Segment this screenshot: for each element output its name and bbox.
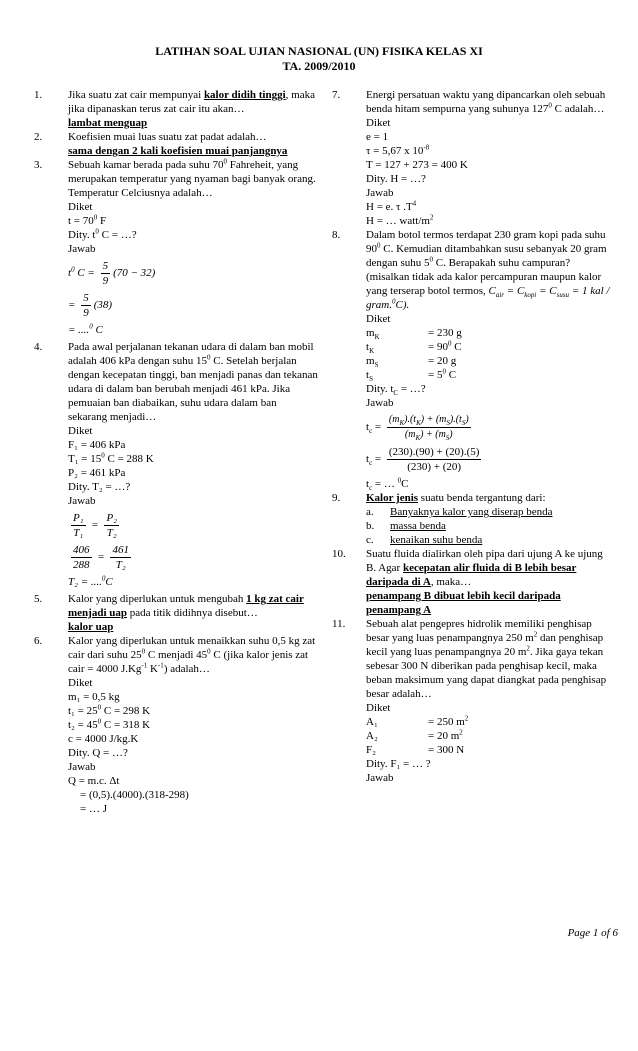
equation-1: $t^0$ C = $\frac{5}{9}$ (70 − 32) xyxy=(68,260,156,287)
equation-mix-values: $t_c$ = $\frac{(230).(90) + (20).(5)}{(230) + (20)}$ xyxy=(366,446,480,473)
right-column xyxy=(332,88,612,785)
question-number: 4. xyxy=(34,341,43,353)
option-c: c. kenaikan suhu benda xyxy=(366,534,483,546)
question-3: 3. Sebuah kamar berada pada suhu $70^0$ Fahreheit, yang merupakan temperatur yang nyaman bagi banyak orang. Temperatur Celciusnya adalah… Diket $t = 70^0$ F Dity. $t^0$ C = …? Jawab $t^0$ C = $\frac{5}{9}$ (70 − 32) = $\frac{5}{9}$ (38) = ....$^0$ C xyxy=(34,158,318,337)
title-line-2: TA. 2009/2010 xyxy=(282,59,356,73)
question-9: 9. Kalor jenis suatu benda tergantung dari: a. Banyaknya kalor yang diserap benda b. massa benda c. kenaikan suhu benda xyxy=(332,491,612,547)
equation-3: = ....$^0$ C xyxy=(68,322,103,336)
question-number: 1. xyxy=(34,89,43,101)
equation-mix-formula: $t_c$ = $\frac{(m_K).(t_K) + (m_S).(t_S)}{(m_K) + (m_S)}$ xyxy=(366,414,469,442)
question-4: 4. Pada awal perjalanan tekanan udara di dalam ban mobil adalah 406 kPa dengan suhu $15^0$ C. Setelah berjalan dengan kecepatan tinggi, ban menjadi panas dan tekanan udara di dalam ban berubah menjadi 461 kPa. Jika pemuaian ban diabaikan, suhu udara dalam ban sekarang menjadi… Diket F₁ = 406 kPa $T_1 = 15^0$ C = 288 K P₂ = 461 kPa Dity. T₂ = …? Jawab $\frac{\text{P₁}}{\text{T₁}}$ = $\frac{\text{P₂}}{\text{T₂}}$ $\frac{406}{288}$ = $\frac{461}{\text{T₂}}$ T₂ = ....$^0$C xyxy=(34,341,318,588)
question-number: 5. xyxy=(34,593,43,605)
question-number: 8. xyxy=(332,229,341,241)
question-5: 5. Kalor yang diperlukan untuk mengubah 1 kg zat cair menjadi uap pada titik didihnya disebut… kalor uap xyxy=(34,592,318,634)
document-title xyxy=(0,44,638,74)
question-number: 7. xyxy=(332,89,341,101)
question-2: 2. Koefisien muai luas suatu zat padat adalah… sama dengan 2 kali koefisien muai panjangnya xyxy=(34,130,318,158)
question-number: 11. xyxy=(332,618,346,630)
question-number: 2. xyxy=(34,131,43,143)
question-11: 11. Sebuah alat pengepres hidrolik memiliki penghisap besar yang luas penampangnya 250 $m^2$ dan penghisap kecil yang luas penampangnya 20 $m^2$. Jika gaya tekan sebesar 300 N diberikan pada penghisap kecil, maka beban maksimum yang dapat diangkat pada penghisap besar adalah… Diket A₁ = 250 $m^2$ A₂ = 20 $m^2$ F₂ = 300 N Dity. F₁ = … ? Jawab xyxy=(332,618,607,784)
answer: kalor uap xyxy=(68,621,114,633)
option-b: b. massa benda xyxy=(366,520,446,532)
equation-gas-law: $\frac{\text{P₁}}{\text{T₁}}$ = $\frac{\text{P₂}}{\text{T₂}}$ xyxy=(73,512,118,539)
answer: penampang B dibuat lebih kecil daripada penampang A xyxy=(366,590,561,616)
question-6: 6. Kalor yang diperlukan untuk menaikkan suhu 0,5 kg zat cair dari suhu $25^0$ C menjadi $45^0$ C (jika kalor jenis zat cair = 4000 $J.Kg^{-1}$ $K^{-1}$) adalah… Diket m₁ = 0,5 kg $t_1 = 25^0$ C = 298 K $t_2 = 45^0$ C = 318 K c = 4000 J/kg.K Dity. Q = …? Jawab Q = m.c. Δt = (0,5).(4000).(318-298) = … J xyxy=(34,635,316,815)
title-line-1: LATIHAN SOAL UJIAN NASIONAL (UN) FISIKA KELAS XI xyxy=(155,44,483,58)
question-number: 10. xyxy=(332,548,346,560)
answer: lambat menguap xyxy=(68,117,148,129)
left-column xyxy=(34,88,318,816)
equation-result: T₂ = ....$^0$C xyxy=(68,574,113,588)
equation-substituted: $\frac{406}{288}$ = $\frac{461}{\text{T₂}}$ xyxy=(73,544,129,571)
question-7: 7. Energi persatuan waktu yang dipancarkan oleh sebuah benda hitam sempurna yang suhunya $127^0$ C adalah… Diket e = 1 τ = 5,67 x $10^{-8}$ T = 127 + 273 = 400 K Dity. H = …? Jawab H = e. τ $.T^4$ H = … watt/$m^2$ xyxy=(332,89,606,227)
page-number: Page 1 of 6 xyxy=(567,927,618,939)
question-number: 9. xyxy=(332,492,341,504)
question-1: 1. Jika suatu zat cair mempunyai kalor didih tinggi, maka jika dipanaskan terus zat cair itu akan… lambat menguap xyxy=(34,88,318,130)
question-8: 8. Dalam botol termos terdapat 230 gram kopi pada suhu $90^0$ C. Kemudian ditambahkan susu sebanyak 20 gram dengan suhu $5^0$ C. Berapakah suhu campuran? (misalkan tidak ada kalor percampuran maupun kalor yang terserap botol termos, $C_{air} = C_{kopi} = C_{susu} = 1$ kal / gram.$^0$C). Diket $m_K$ = 230 g $t_K$ = $90^0$ C $m_S$ = 20 g $t_S$ = $5^0$ C Dity. $t_C$ = …? Jawab $t_c$ = $\frac{(m_K).(t_K) + (m_S).(t_S)}{(m_K) + (m_S)}$ $t_c$ = $\frac{(230).(90) + (20).(5)}{(230) + (20)}$ $t_c$ = … $^0$C xyxy=(332,228,612,491)
question-number: 6. xyxy=(34,635,43,647)
question-number: 3. xyxy=(34,159,43,171)
question-10: 10. Suatu fluida dialirkan oleh pipa dari ujung A ke ujung B. Agar kecepatan alir fluida di B lebih besar daripada di A, maka… penampang B dibuat lebih kecil daripada penampang A xyxy=(332,547,612,617)
answer: sama dengan 2 kali koefisien muai panjangnya xyxy=(68,145,288,157)
equation-2: = $\frac{5}{9}$ (38) xyxy=(68,292,113,319)
option-a: a. Banyaknya kalor yang diserap benda xyxy=(366,506,553,518)
